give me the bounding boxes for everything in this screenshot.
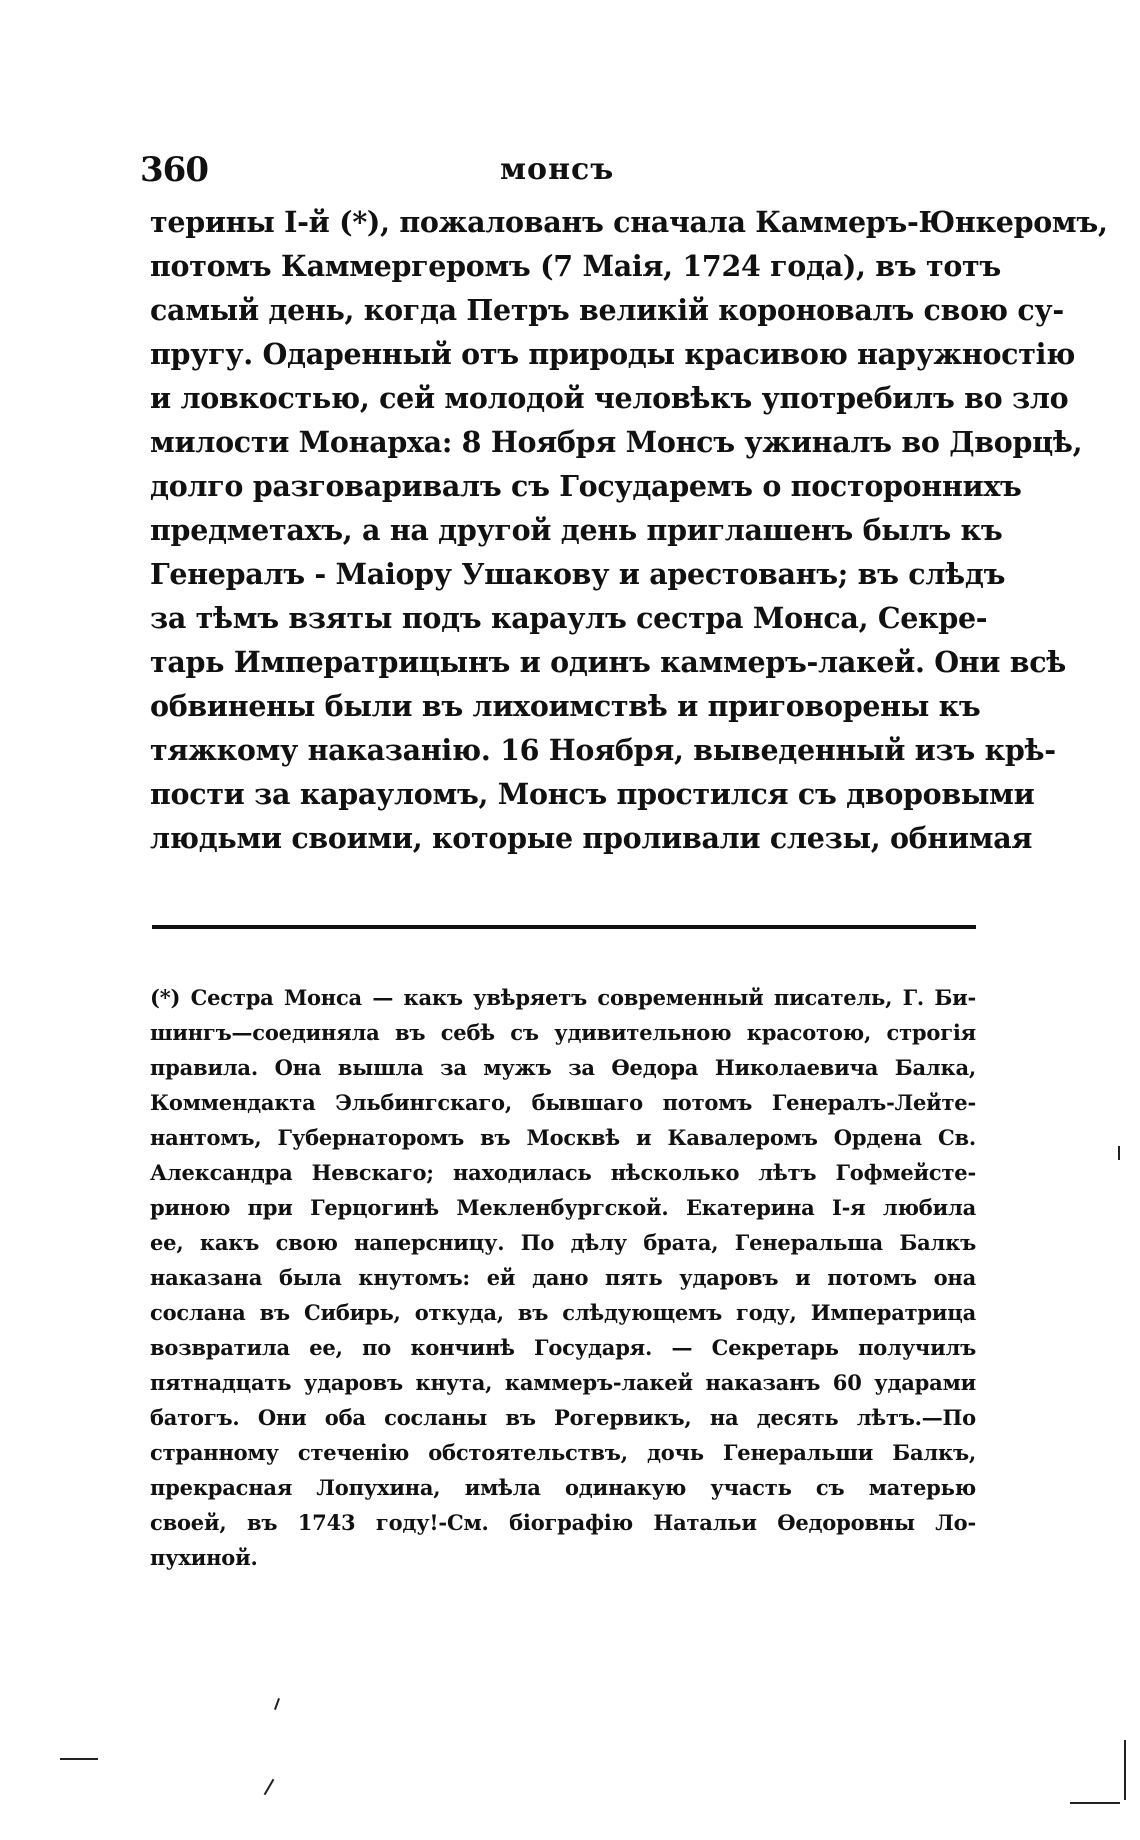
text-line: обвинены были въ лихоимствѣ и приговорены къ: [150, 689, 981, 723]
footnote-separator-rule: [152, 925, 976, 929]
scan-mark: [60, 1758, 98, 1760]
footnote-line: прекрасная Лопухина, имѣла одинакую участь съ матерью: [150, 1475, 976, 1500]
footnote-line: пухиной.: [150, 1545, 258, 1570]
text-line: пругу. Одаренный отъ природы красивою наружностію: [150, 337, 1076, 371]
footnote-line: (*) Сестра Монса — какъ увѣряетъ современный писатель, Г. Би-: [150, 985, 976, 1010]
text-line: предметахъ, а на другой день приглашенъ былъ къ: [150, 513, 1003, 547]
text-line: самый день, когда Петръ великій короновалъ свою су-: [150, 293, 1064, 327]
text-line: за тѣмъ взяты подъ караулъ сестра Монса, Секре-: [150, 601, 988, 635]
text-line: тяжкому наказанію. 16 Ноября, выведенный изъ крѣ-: [150, 733, 1056, 767]
footnote-line: правила. Она вышла за мужъ за Ѳедора Николаевича Балка,: [150, 1055, 976, 1080]
scan-mark: [274, 1698, 280, 1710]
footnote-line: наказана была кнутомъ: ей дано пять ударовъ и потомъ она: [150, 1265, 976, 1290]
text-line: Генералъ - Маіору Ушакову и арестованъ; въ слѣдъ: [150, 557, 1006, 591]
scan-mark: [1124, 1740, 1126, 1800]
text-line: терины I-й (*), пожалованъ сначала Каммеръ-Юнкеромъ,: [150, 205, 1108, 239]
text-line: людьми своими, которые проливали слезы, обнимая: [150, 821, 1033, 855]
text-line: тарь Императрицынъ и одинъ каммеръ-лакей. Они всѣ: [150, 645, 1067, 679]
scan-mark: [264, 1779, 275, 1796]
text-line: потомъ Каммергеромъ (7 Маія, 1724 года), въ тотъ: [150, 249, 1001, 283]
footnote-block: [150, 980, 976, 1575]
text-line: милости Монарха: 8 Ноября Монсъ ужиналъ во Дворцѣ,: [150, 425, 1083, 459]
text-line: пости за карауломъ, Монсъ простился съ дворовыми: [150, 777, 1035, 811]
text-line: и ловкостью, сей молодой человѣкъ употребилъ во зло: [150, 381, 1069, 415]
footnote-line: риною при Герцогинѣ Мекленбургской. Екатерина I-я любила: [150, 1195, 976, 1220]
footnote-line: пятнадцать ударовъ кнута, каммеръ-лакей наказанъ 60 ударами: [150, 1370, 976, 1395]
footnote-line: своей, въ 1743 году!-См. біографію Натальи Ѳедоровны Ло-: [150, 1510, 976, 1535]
scan-mark: [1070, 1802, 1120, 1804]
footnote-line: ее, какъ свою наперсницу. По дѣлу брата, Генеральша Балкъ: [150, 1230, 976, 1255]
scan-mark: [1118, 1146, 1120, 1160]
running-title: монсъ: [500, 152, 615, 187]
footnote-line: сослана въ Сибирь, откуда, въ слѣдующемъ году, Императрица: [150, 1300, 976, 1325]
main-text-block: [150, 200, 1108, 860]
footnote-line: Александра Невскаго; находилась нѣсколько лѣтъ Гофмейсте-: [150, 1160, 976, 1185]
footnote-line: Коммендакта Эльбингскаго, бывшаго потомъ Генералъ-Лейте-: [150, 1090, 976, 1115]
text-line: долго разговаривалъ съ Государемъ о постороннихъ: [150, 469, 1022, 503]
footnote-line: возвратила ее, по кончинѣ Государя. — Секретарь получилъ: [150, 1335, 976, 1360]
footnote-line: шингъ—соединяла въ себѣ съ удивительною красотою, строгія: [150, 1020, 976, 1045]
page-number: 360: [140, 150, 208, 190]
footnote-line: странному стеченію обстоятельствъ, дочь Генеральши Балкъ,: [150, 1440, 976, 1465]
footnote-line: нантомъ, Губернаторомъ въ Москвѣ и Кавалеромъ Ордена Св.: [150, 1125, 976, 1150]
footnote-line: батогъ. Они оба сосланы въ Рогервикъ, на десять лѣтъ.—По: [150, 1405, 976, 1430]
